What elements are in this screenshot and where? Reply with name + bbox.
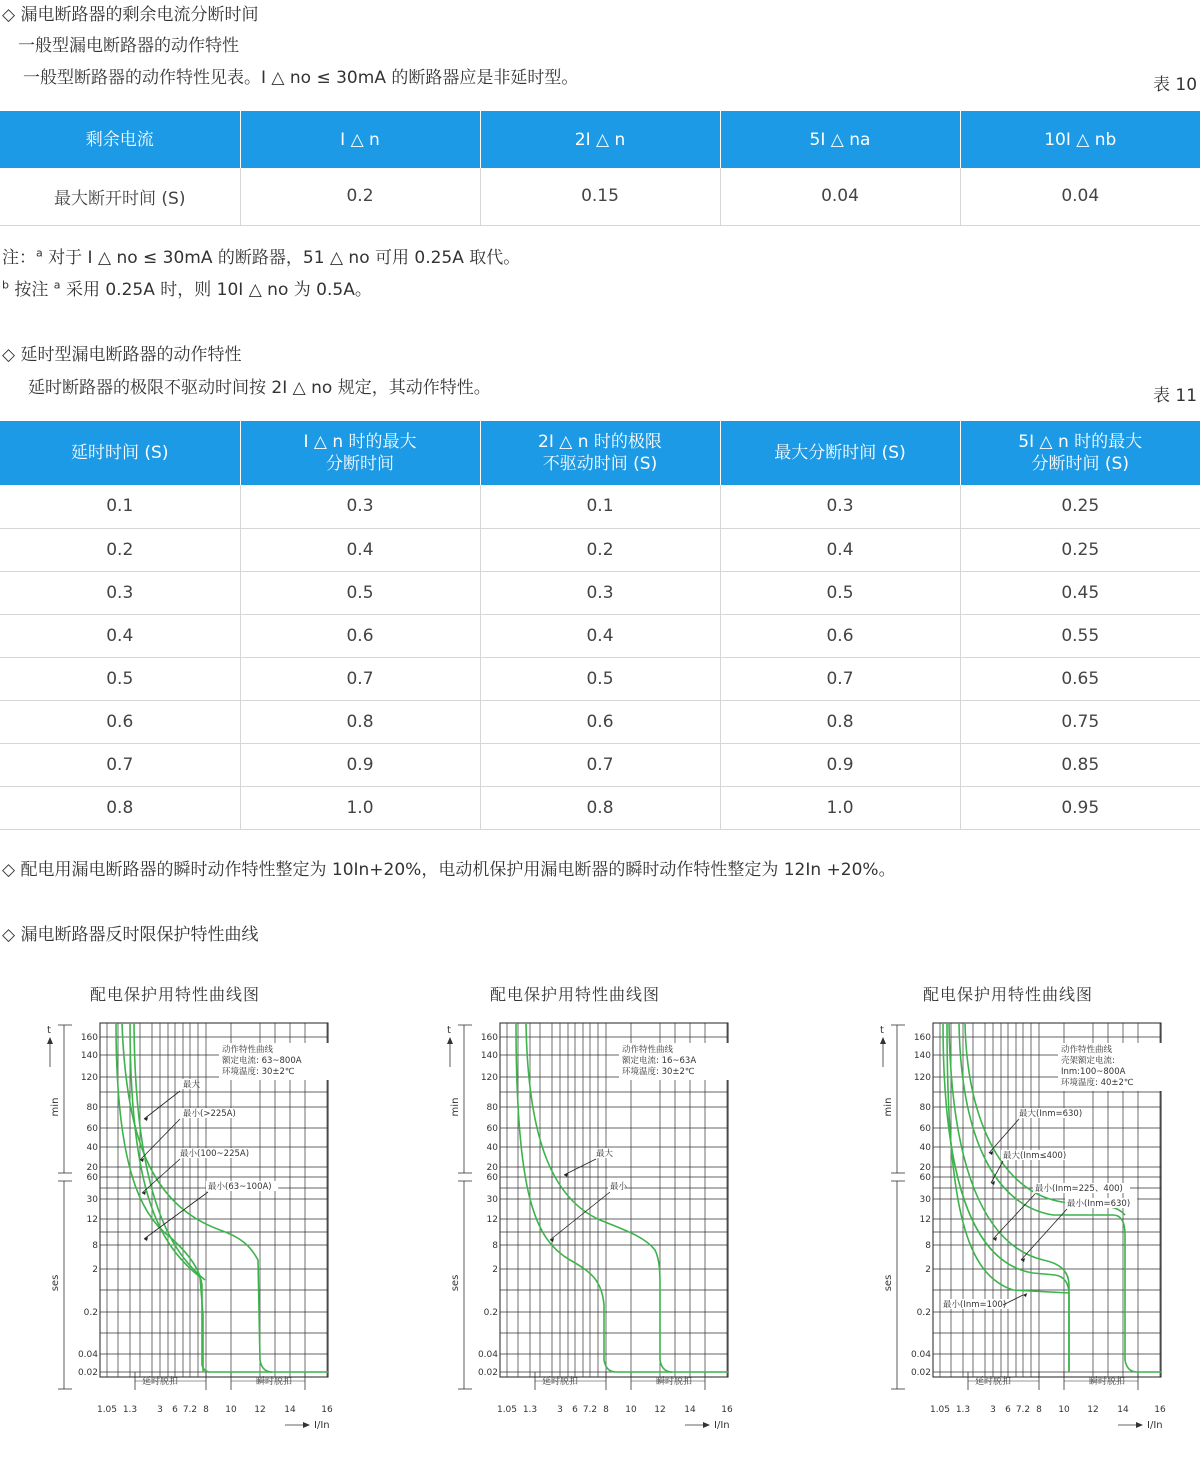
x-tick-label: 14 — [284, 1405, 296, 1415]
leader-arrow — [993, 1237, 997, 1241]
table-cell: 1.0 — [720, 786, 960, 829]
x-tick-label: 10 — [225, 1405, 237, 1415]
table-cell: 0.5 — [720, 571, 960, 614]
table-row — [0, 786, 1200, 829]
table-cell: 0.04 — [960, 168, 1200, 225]
curve-label: 最小(Inm=225、400) — [1035, 1184, 1123, 1194]
instant-label: 瞬时脱扣 — [255, 1377, 293, 1387]
table-cell: 0.6 — [480, 700, 720, 743]
table-cell: 0.3 — [0, 571, 240, 614]
table-cell: 0.55 — [960, 614, 1200, 657]
t-axis-label: t — [880, 1025, 884, 1036]
table10-header: 2I △ n — [480, 111, 720, 168]
x-tick-label: 10 — [625, 1405, 637, 1415]
table10-header: I △ n — [240, 111, 480, 168]
note1-text: 对于 I △ no ≤ 30mA 的断路器，51 △ no 可用 0.25A 取代。 — [42, 248, 521, 268]
table-11 — [0, 421, 1200, 830]
x-tick-label: 14 — [1117, 1405, 1129, 1415]
y-tick-label: 2 — [925, 1265, 931, 1275]
y-tick-label: 30 — [919, 1195, 931, 1205]
table-cell: 0.5 — [480, 657, 720, 700]
x-tick-label: 16 — [721, 1405, 733, 1415]
y-tick-label: 160 — [80, 1033, 98, 1043]
y-tick-label: 8 — [492, 1241, 498, 1251]
y-tick-label: 30 — [86, 1195, 98, 1205]
table-cell: 0.7 — [240, 657, 480, 700]
note2-text2: 采用 0.25A 时，则 10I △ no 为 0.5A。 — [60, 280, 372, 300]
y-tick-label: 2 — [92, 1265, 98, 1275]
characteristic-curve — [949, 1023, 1069, 1372]
y-tick-label: 0.02 — [910, 1368, 931, 1378]
y-tick-label: 20 — [86, 1163, 98, 1173]
y-tick-label: 80 — [919, 1103, 931, 1113]
y-tick-label: 140 — [80, 1051, 98, 1061]
table-cell: 0.6 — [240, 614, 480, 657]
x-tick-label: 1.3 — [955, 1405, 971, 1415]
table10-label: 表 10 — [1153, 75, 1198, 95]
y-tick-label: 12 — [919, 1215, 931, 1225]
y-tick-label: 2 — [492, 1265, 498, 1275]
x-tick-label: 8 — [603, 1405, 609, 1415]
section3-text: ◇ 配电用漏电断路器的瞬时动作特性整定为 10In+20%，电动机保护用漏电断器的瞬时动作特性整定为 12In +20%。 — [2, 860, 896, 880]
info-line: 环境温度: 40±2℃ — [1061, 1078, 1134, 1088]
table-cell: 0.25 — [960, 528, 1200, 571]
table-cell: 0.6 — [720, 614, 960, 657]
x-axis-label: I/In — [714, 1420, 730, 1431]
info-line: 动作特性曲线 — [222, 1045, 274, 1055]
curve-label: 最大(Inm=630) — [1019, 1109, 1083, 1119]
table-cell: 0.95 — [960, 786, 1200, 829]
leader-line — [1021, 1209, 1067, 1260]
y-tick-label: 60 — [486, 1124, 498, 1134]
x-arrow-head — [1136, 1422, 1143, 1428]
chart3-title: 配电保护用特性曲线图 — [923, 985, 1094, 1004]
table-cell: 0.7 — [480, 743, 720, 786]
t-arrow-head — [47, 1037, 53, 1044]
chart2-title: 配电保护用特性曲线图 — [490, 985, 661, 1004]
min-label: min — [883, 1097, 894, 1117]
x-tick-label: 3 — [990, 1405, 996, 1415]
table-cell: 0.3 — [720, 485, 960, 528]
y-tick-label: 0.2 — [483, 1308, 498, 1318]
note1-sup: a — [36, 246, 43, 260]
leader-line — [989, 1119, 1019, 1153]
x-tick-label: 6 — [1005, 1405, 1011, 1415]
section1-heading: ◇ 漏电断路器的剩余电流分断时间 — [2, 5, 259, 25]
y-tick-label: 60 — [486, 1173, 498, 1183]
x-tick-label: 16 — [321, 1405, 333, 1415]
table-cell: 0.65 — [960, 657, 1200, 700]
note-2 — [2, 275, 372, 300]
header-line: 不驱动时间 (S) — [542, 454, 658, 474]
curve-label: 最小(>225A) — [183, 1109, 236, 1119]
delay-label: 延时脱扣 — [974, 1377, 1012, 1387]
table11-header — [720, 421, 960, 485]
instant-label: 瞬时脱扣 — [1088, 1377, 1126, 1387]
curve-label: 最小(63~100A) — [208, 1182, 272, 1192]
info-line: 壳架额定电流: — [1061, 1056, 1115, 1066]
ses-label: ses — [450, 1274, 461, 1292]
instant-label: 瞬时脱扣 — [655, 1377, 693, 1387]
x-tick-label: 1.3 — [522, 1405, 538, 1415]
y-tick-label: 120 — [80, 1073, 98, 1083]
leader-arrow — [989, 1151, 993, 1155]
y-tick-label: 40 — [486, 1143, 498, 1153]
header-line: 2I △ n 时的极限 — [538, 432, 662, 452]
note1-prefix: 注： — [2, 248, 36, 268]
table11-label: 表 11 — [1153, 386, 1198, 406]
y-tick-label: 40 — [919, 1143, 931, 1153]
y-tick-label: 30 — [486, 1195, 498, 1205]
table-cell: 0.2 — [480, 528, 720, 571]
curve-label: 最大 — [596, 1149, 614, 1159]
table-row — [0, 485, 1200, 528]
table-cell: 0.25 — [960, 485, 1200, 528]
x-tick-label: 3 — [557, 1405, 563, 1415]
x-axis-label: I/In — [314, 1420, 330, 1431]
min-label: min — [50, 1097, 61, 1117]
y-tick-label: 0.2 — [83, 1308, 98, 1318]
info-line: 环境温度: 30±2℃ — [622, 1067, 695, 1077]
section4-heading: ◇ 漏电断路器反时限保护特性曲线 — [2, 925, 259, 945]
y-tick-label: 20 — [919, 1163, 931, 1173]
table-row — [0, 571, 1200, 614]
t-arrow-head — [447, 1037, 453, 1044]
x-tick-label: 12 — [254, 1405, 266, 1415]
y-tick-label: 0.2 — [916, 1308, 931, 1318]
y-tick-label: 60 — [86, 1173, 98, 1183]
info-line: 动作特性曲线 — [622, 1045, 674, 1055]
curve-label: 最小 — [610, 1182, 628, 1192]
table11-header — [960, 421, 1200, 485]
x-tick-label: 12 — [654, 1405, 666, 1415]
table-cell: 0.2 — [240, 168, 480, 225]
y-tick-label: 60 — [919, 1173, 931, 1183]
note2-text: 按注 — [8, 280, 54, 300]
table-cell: 0.3 — [480, 571, 720, 614]
table-cell: 0.4 — [480, 614, 720, 657]
y-tick-label: 120 — [913, 1073, 931, 1083]
x-tick-label: 1.05 — [929, 1405, 951, 1415]
table-cell: 0.5 — [0, 657, 240, 700]
header-line: 延时时间 (S) — [71, 443, 169, 463]
delay-label: 延时脱扣 — [541, 1377, 579, 1387]
y-tick-label: 60 — [86, 1124, 98, 1134]
y-tick-label: 80 — [486, 1103, 498, 1113]
table-cell: 0.7 — [0, 743, 240, 786]
table-10 — [0, 111, 1200, 226]
y-tick-label: 120 — [480, 1073, 498, 1083]
x-tick-label: 8 — [203, 1405, 209, 1415]
table-cell: 0.6 — [0, 700, 240, 743]
leader-arrow — [1023, 1293, 1027, 1297]
curve-label: 最大 — [183, 1080, 201, 1090]
curve-label: 最大(Inm≤400) — [1003, 1151, 1067, 1161]
ses-label: ses — [883, 1274, 894, 1292]
header-line: 5I △ n 时的最大 — [1018, 432, 1143, 452]
y-tick-label: 160 — [480, 1033, 498, 1043]
table-cell: 0.4 — [240, 528, 480, 571]
y-tick-label: 0.04 — [477, 1350, 498, 1360]
x-tick-label: 12 — [1087, 1405, 1099, 1415]
x-arrow-head — [303, 1422, 310, 1428]
note2-sup: b — [2, 278, 9, 292]
x-tick-label: 7.2 — [1015, 1405, 1031, 1415]
chart3-curve-figure — [873, 1015, 1183, 1435]
chart1-title: 配电保护用特性曲线图 — [90, 985, 261, 1004]
x-tick-label: 3 — [157, 1405, 163, 1415]
info-line: 环境温度: 30±2℃ — [222, 1067, 295, 1077]
section1-subheading: 一般型漏电断路器的动作特性 — [18, 36, 239, 56]
table-cell: 0.8 — [720, 700, 960, 743]
section2-desc: 延时断路器的极限不驱动时间按 2I △ no 规定，其动作特性。 — [28, 378, 491, 398]
table-cell: 0.75 — [960, 700, 1200, 743]
x-tick-label: 8 — [1036, 1405, 1042, 1415]
table-cell: 0.7 — [720, 657, 960, 700]
table-row — [0, 743, 1200, 786]
table-row — [0, 168, 1200, 225]
table-row — [0, 700, 1200, 743]
y-tick-label: 8 — [92, 1241, 98, 1251]
table-cell: 1.0 — [240, 786, 480, 829]
table-cell: 0.1 — [0, 485, 240, 528]
table10-header: 10I △ nb — [960, 111, 1200, 168]
table-cell: 0.45 — [960, 571, 1200, 614]
info-line: 额定电流: 16~63A — [622, 1056, 697, 1066]
info-line: 额定电流: 63~800A — [222, 1056, 302, 1066]
section2-heading: ◇ 延时型漏电断路器的动作特性 — [2, 345, 242, 365]
y-tick-label: 0.02 — [477, 1368, 498, 1378]
table-cell: 0.9 — [720, 743, 960, 786]
y-tick-label: 80 — [86, 1103, 98, 1113]
delay-label: 延时脱扣 — [141, 1377, 179, 1387]
min-label: min — [450, 1097, 461, 1117]
y-tick-label: 8 — [925, 1241, 931, 1251]
x-arrow-head — [703, 1422, 710, 1428]
y-tick-label: 0.04 — [910, 1350, 931, 1360]
y-tick-label: 140 — [913, 1051, 931, 1061]
y-tick-label: 60 — [919, 1124, 931, 1134]
info-line: 动作特性曲线 — [1061, 1045, 1113, 1055]
y-tick-label: 0.02 — [77, 1368, 98, 1378]
table11-header — [480, 421, 720, 485]
table-cell: 0.4 — [0, 614, 240, 657]
chart2-curve-figure — [440, 1015, 750, 1435]
table-cell: 0.04 — [720, 168, 960, 225]
table-row — [0, 528, 1200, 571]
y-tick-label: 0.04 — [77, 1350, 98, 1360]
table10-header: 5I △ na — [720, 111, 960, 168]
table11-header — [0, 421, 240, 485]
table-cell: 0.8 — [0, 786, 240, 829]
x-tick-label: 7.2 — [582, 1405, 598, 1415]
x-tick-label: 14 — [684, 1405, 696, 1415]
t-axis-label: t — [47, 1025, 51, 1036]
header-line: 最大分断时间 (S) — [774, 443, 906, 463]
table-cell: 0.8 — [240, 700, 480, 743]
table-cell: 0.8 — [480, 786, 720, 829]
table-cell: 0.5 — [240, 571, 480, 614]
table-row — [0, 657, 1200, 700]
table-cell: 0.15 — [480, 168, 720, 225]
y-tick-label: 160 — [913, 1033, 931, 1043]
chart1-curve-figure — [40, 1015, 350, 1435]
table11-header — [240, 421, 480, 485]
table-cell: 0.4 — [720, 528, 960, 571]
table-cell: 0.1 — [480, 485, 720, 528]
info-line: Inm:100~800A — [1061, 1067, 1126, 1077]
y-tick-label: 40 — [86, 1143, 98, 1153]
x-tick-label: 7.2 — [182, 1405, 198, 1415]
curve-label: 最小(100~225A) — [180, 1149, 250, 1159]
x-tick-label: 16 — [1154, 1405, 1166, 1415]
header-line: 分断时间 — [326, 454, 394, 474]
curve-label: 最小(Inm=630) — [1067, 1199, 1131, 1209]
ses-label: ses — [50, 1274, 61, 1292]
table-cell: 0.3 — [240, 485, 480, 528]
t-arrow-head — [880, 1037, 886, 1044]
header-line: 分断时间 (S) — [1031, 454, 1129, 474]
table-cell: 0.85 — [960, 743, 1200, 786]
t-axis-label: t — [447, 1025, 451, 1036]
x-tick-label: 6 — [172, 1405, 178, 1415]
x-tick-label: 1.05 — [96, 1405, 118, 1415]
table-cell: 0.2 — [0, 528, 240, 571]
note2-sup2: a — [53, 278, 61, 292]
table-row — [0, 614, 1200, 657]
table10-header: 剩余电流 — [0, 111, 240, 168]
header-line: I △ n 时的最大 — [303, 432, 417, 452]
section1-desc: 一般型断路器的动作特性见表。I △ no ≤ 30mA 的断路器应是非延时型。 — [23, 68, 579, 88]
x-axis-label: I/In — [1147, 1420, 1163, 1431]
note-1 — [2, 243, 520, 268]
characteristic-curve — [130, 1023, 203, 1372]
y-tick-label: 20 — [486, 1163, 498, 1173]
x-tick-label: 6 — [572, 1405, 578, 1415]
y-tick-label: 12 — [486, 1215, 498, 1225]
table-cell: 最大断开时间 (S) — [0, 168, 240, 225]
x-tick-label: 1.05 — [496, 1405, 518, 1415]
x-tick-label: 1.3 — [122, 1405, 138, 1415]
y-tick-label: 12 — [86, 1215, 98, 1225]
y-tick-label: 140 — [480, 1051, 498, 1061]
x-tick-label: 10 — [1058, 1405, 1070, 1415]
table-cell: 0.9 — [240, 743, 480, 786]
curve-label: 最小(Inm=100) — [943, 1300, 1007, 1310]
leader-line — [144, 1091, 180, 1119]
